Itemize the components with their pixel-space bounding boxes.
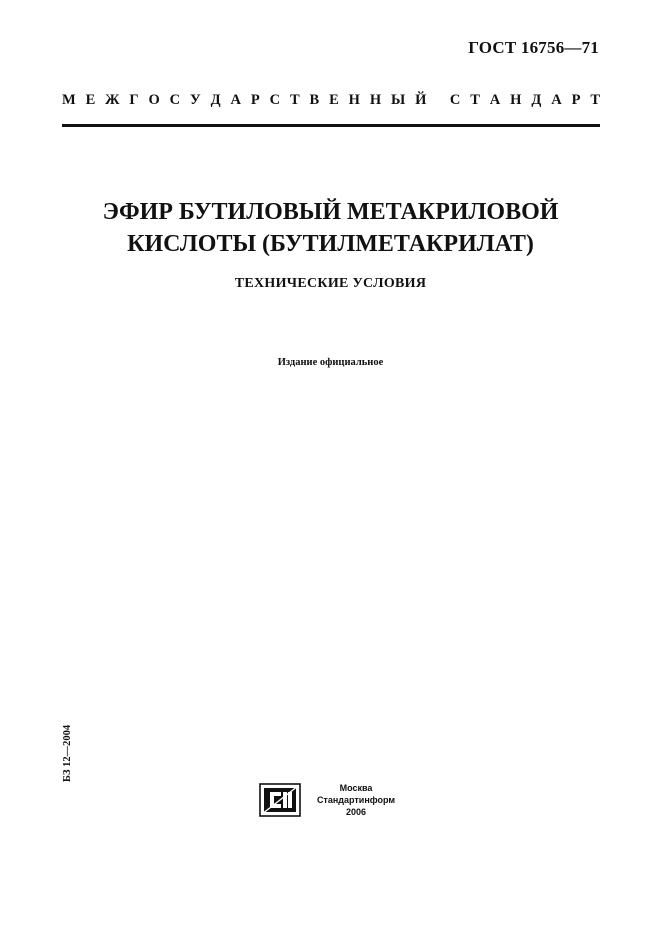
header-rule bbox=[62, 124, 600, 127]
edition-note: Издание официальное bbox=[277, 357, 384, 368]
header-space bbox=[436, 92, 440, 109]
header-letter: А bbox=[230, 92, 241, 108]
header-letter: М bbox=[62, 92, 76, 108]
header-letter: С bbox=[449, 92, 461, 108]
header-letter: Д bbox=[531, 92, 542, 108]
document-subtitle: ТЕХНИЧЕСКИЕ УСЛОВИЯ bbox=[234, 276, 427, 291]
header-letter: Е bbox=[329, 92, 339, 108]
header-letter: Т bbox=[590, 92, 600, 108]
document-title bbox=[0, 196, 661, 260]
header-letter: Е bbox=[85, 92, 96, 108]
publisher-year: 2006 bbox=[345, 807, 367, 817]
header-letter: Т bbox=[470, 92, 480, 108]
header-letter: Й bbox=[415, 92, 427, 108]
header-letter: С bbox=[269, 92, 281, 108]
publisher-name: Стандартинформ bbox=[316, 795, 396, 805]
header-letter: Р bbox=[571, 92, 581, 108]
publisher-block bbox=[309, 782, 403, 818]
standartinform-logo-icon bbox=[259, 783, 301, 817]
header-letter: Т bbox=[289, 92, 300, 108]
standard-header bbox=[62, 92, 600, 109]
header-letter: Ы bbox=[391, 92, 406, 108]
header-letter: У bbox=[190, 92, 201, 108]
header-letter: А bbox=[489, 92, 501, 108]
header-letter: В bbox=[309, 92, 320, 108]
title-line: ЭФИР БУТИЛОВЫЙ МЕТАКРИЛОВОЙ bbox=[102, 199, 559, 225]
publisher-city: Москва bbox=[339, 783, 373, 793]
header-letter: Г bbox=[129, 92, 139, 108]
header-letter: Н bbox=[348, 92, 360, 108]
title-line: КИСЛОТЫ (БУТИЛМЕТАКРИЛАТ) bbox=[127, 231, 534, 257]
header-letter: Р bbox=[250, 92, 260, 108]
header-letter: Д bbox=[210, 92, 221, 108]
side-code: БЗ 12—2004 bbox=[62, 724, 73, 782]
header-letter: С bbox=[169, 92, 181, 108]
header-letter: О bbox=[148, 92, 160, 108]
document-code: ГОСТ 16756—71 bbox=[468, 38, 599, 57]
header-letter: Ж bbox=[105, 92, 120, 108]
header-letter: Н bbox=[369, 92, 382, 108]
header-letter: Н bbox=[510, 92, 522, 108]
header-letter: А bbox=[551, 92, 562, 108]
